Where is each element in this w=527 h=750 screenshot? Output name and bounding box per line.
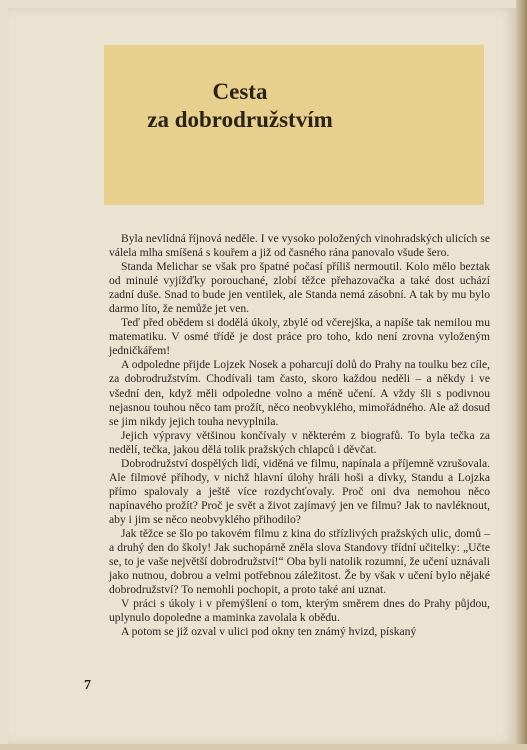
paragraph: Jak těžce se šlo po takovém filmu z kina do střízlivých pražských ulic, domů – a druhý den do školy! Jak suchopárně zněla slova Standovy třídní učitelky: „Učte se, to je vaše největší dobrodružství!“ Oba byli natolik rozumní, že učení uznávali jako nutnou, dobrou a velmi potřebnou záležitost. Že by však v učení bylo nějaké dobrodružství? To nemohli pochopit, a proto také ani uznat.: [109, 526, 490, 597]
chapter-title-line-1: Cesta: [212, 79, 268, 104]
page-number: 7: [84, 678, 91, 693]
paragraph: A potom se již ozval v ulici pod okny ten známý hvizd, pískaný: [121, 625, 417, 639]
page-edge-right: [516, 0, 527, 750]
paragraph: Teď před obědem si dodělá úkoly, zbylé od včerejška, a napíše tak nemilou mu matematiku. V osmé třídě je dost práce pro toho, kdo není zrovna vyloženým jedničkářem!: [109, 316, 490, 358]
chapter-title: [135, 78, 345, 134]
chapter-title-line-2: za dobrodružstvím: [147, 107, 333, 132]
paragraph: A odpoledne přijde Lojzek Nosek a poharcují dolů do Prahy na toulku bez cíle, za dobrodružstvím. Chodívali tam často, skoro každou neděli – a někdy i ve všední den, když měli odpoledne volno a méně učení. A vždy šli s podivnou nejasnou touhou něco tam prožít, něco neobvyklého, mimořádného. Ale až dosud se jim nikdy jejich touha nevyplnila.: [109, 358, 490, 428]
paragraph: Jejich výpravy většinou končívaly v některém z biografů. To byla tečka za nedělí, tečka, jakou dělá tolik pražských chlapců i děvčat.: [109, 428, 490, 456]
page-edge-bottom: [0, 744, 527, 750]
paragraph: V práci s úkoly i v přemýšlení o tom, kterým směrem dnes do Prahy půjdou, uplynulo dopoledne a maminka zavolala k obědu.: [109, 597, 490, 625]
paragraph: Byla nevlídná říjnová neděle. I ve vysoko položených vinohradských ulicích se válela mlha smíšená s kouřem a již od časného rána panovalo všude šero.: [109, 232, 490, 260]
body-text: [109, 232, 490, 639]
paragraph: Standa Melichar se však pro špatné počasí příliš nermoutil. Kolo mělo beztak od minulé vyjížďky porouchané, zlobí těžce přehazovačka a také dost uchází zadní duše. Snad to bude jen ventilek, ale Standa nemá zásobní. A tak by mu bylo darmo líto, že nemůže jet ven.: [109, 260, 490, 316]
paragraph: Dobrodružství dospělých lidí, viděná ve filmu, napínala a příjemně vzrušovala. Ale filmové příhody, v nichž hlavní úlohy hráli hoši a dívky, Standu a Lojzka přímo spalovaly a ještě více rozdychťovaly. Proč oni dva nemohou něco napínavého prožít? Proč je svět a život zajímavý jen ve filmu? Jak to navléknout, aby i jim se něco neobvyklého přihodilo?: [109, 456, 490, 526]
